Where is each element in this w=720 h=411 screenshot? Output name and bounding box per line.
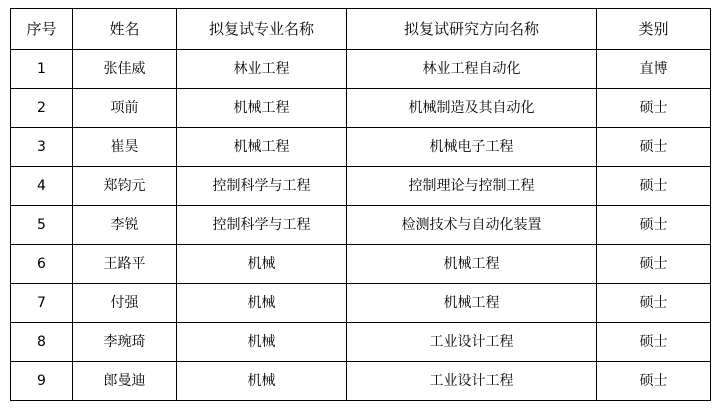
column-header-index [11, 9, 73, 50]
cell-direction [347, 89, 597, 128]
cell-category-label: 硕士 [639, 255, 668, 272]
table-row [11, 89, 711, 128]
cell-direction-label: 机械工程 [443, 255, 500, 272]
cell-category [597, 167, 711, 206]
column-header-major [177, 9, 347, 50]
cell-category-label: 硕士 [639, 333, 668, 350]
candidate-table [10, 8, 711, 401]
cell-major-label: 机械 [247, 372, 276, 389]
cell-direction [347, 245, 597, 284]
cell-direction [347, 128, 597, 167]
table-row [11, 206, 711, 245]
cell-direction-label: 控制理论与控制工程 [408, 177, 535, 194]
cell-major-label: 控制科学与工程 [212, 177, 311, 194]
cell-direction-label: 检测技术与自动化装置 [401, 216, 542, 233]
column-header-category-label: 类别 [638, 20, 669, 38]
column-header-name-label: 姓名 [109, 20, 140, 38]
cell-category [597, 362, 711, 401]
column-header-name [73, 9, 177, 50]
cell-index [11, 362, 73, 401]
cell-index [11, 323, 73, 362]
cell-major-label: 机械 [247, 294, 276, 311]
cell-index-label: 7 [37, 294, 46, 311]
cell-name-label: 李锐 [110, 216, 139, 233]
cell-category [597, 89, 711, 128]
cell-index [11, 50, 73, 89]
cell-direction [347, 362, 597, 401]
table-row [11, 128, 711, 167]
cell-name [73, 245, 177, 284]
cell-category [597, 50, 711, 89]
cell-index [11, 128, 73, 167]
cell-name-label: 郑钧元 [103, 177, 146, 194]
cell-major-label: 机械 [247, 333, 276, 350]
cell-major [177, 245, 347, 284]
table-body [11, 50, 711, 401]
cell-direction [347, 167, 597, 206]
cell-index-label: 6 [37, 255, 46, 272]
cell-name [73, 362, 177, 401]
cell-index-label: 2 [37, 99, 46, 116]
cell-category-label: 直博 [639, 60, 668, 77]
cell-index-label: 4 [37, 177, 46, 194]
cell-name-label: 郎曼迪 [103, 372, 146, 389]
column-header-category [597, 9, 711, 50]
cell-direction-label: 机械电子工程 [429, 138, 514, 155]
cell-index-label: 8 [37, 333, 46, 350]
cell-index [11, 245, 73, 284]
column-header-major-label: 拟复试专业名称 [208, 20, 314, 38]
cell-direction-label: 机械工程 [443, 294, 500, 311]
cell-index [11, 206, 73, 245]
cell-index-label: 5 [37, 216, 46, 233]
cell-index [11, 167, 73, 206]
cell-name [73, 50, 177, 89]
cell-category [597, 206, 711, 245]
cell-name-label: 项前 [110, 99, 139, 116]
cell-category [597, 128, 711, 167]
cell-major [177, 284, 347, 323]
cell-category-label: 硕士 [639, 177, 668, 194]
cell-index-label: 1 [37, 60, 46, 77]
cell-direction [347, 50, 597, 89]
table-row [11, 50, 711, 89]
cell-major [177, 323, 347, 362]
cell-major-label: 机械 [247, 255, 276, 272]
cell-category-label: 硕士 [639, 372, 668, 389]
cell-name [73, 167, 177, 206]
cell-direction [347, 323, 597, 362]
table-header-row [11, 9, 711, 50]
cell-category-label: 硕士 [639, 294, 668, 311]
cell-category [597, 323, 711, 362]
cell-major-label: 控制科学与工程 [212, 216, 311, 233]
column-header-direction-label: 拟复试研究方向名称 [403, 20, 539, 38]
cell-direction-label: 机械制造及其自动化 [408, 99, 535, 116]
cell-major [177, 362, 347, 401]
cell-direction-label: 工业设计工程 [429, 333, 514, 350]
cell-name [73, 128, 177, 167]
cell-major [177, 167, 347, 206]
cell-index [11, 89, 73, 128]
cell-direction [347, 206, 597, 245]
cell-major-label: 林业工程 [233, 60, 290, 77]
cell-index-label: 9 [37, 372, 46, 389]
cell-category [597, 284, 711, 323]
cell-name [73, 323, 177, 362]
cell-category-label: 硕士 [639, 99, 668, 116]
cell-direction-label: 工业设计工程 [429, 372, 514, 389]
cell-category [597, 245, 711, 284]
cell-name [73, 284, 177, 323]
cell-direction-label: 林业工程自动化 [422, 60, 521, 77]
column-header-index-label: 序号 [26, 20, 57, 38]
cell-major [177, 128, 347, 167]
column-header-direction [347, 9, 597, 50]
table-header [11, 9, 711, 50]
cell-name-label: 崔昊 [110, 138, 139, 155]
table-row [11, 362, 711, 401]
cell-name-label: 李琬琦 [103, 333, 146, 350]
table-row [11, 323, 711, 362]
cell-name-label: 付强 [110, 294, 139, 311]
table-row [11, 284, 711, 323]
cell-category-label: 硕士 [639, 138, 668, 155]
cell-major [177, 50, 347, 89]
cell-category-label: 硕士 [639, 216, 668, 233]
cell-major-label: 机械工程 [233, 138, 290, 155]
table-row [11, 167, 711, 206]
cell-major-label: 机械工程 [233, 99, 290, 116]
cell-direction [347, 284, 597, 323]
cell-index-label: 3 [37, 138, 46, 155]
table-row [11, 245, 711, 284]
cell-name [73, 89, 177, 128]
cell-name [73, 206, 177, 245]
cell-major [177, 89, 347, 128]
cell-index [11, 284, 73, 323]
cell-name-label: 张佳威 [103, 60, 146, 77]
cell-major [177, 206, 347, 245]
cell-name-label: 王路平 [103, 255, 146, 272]
